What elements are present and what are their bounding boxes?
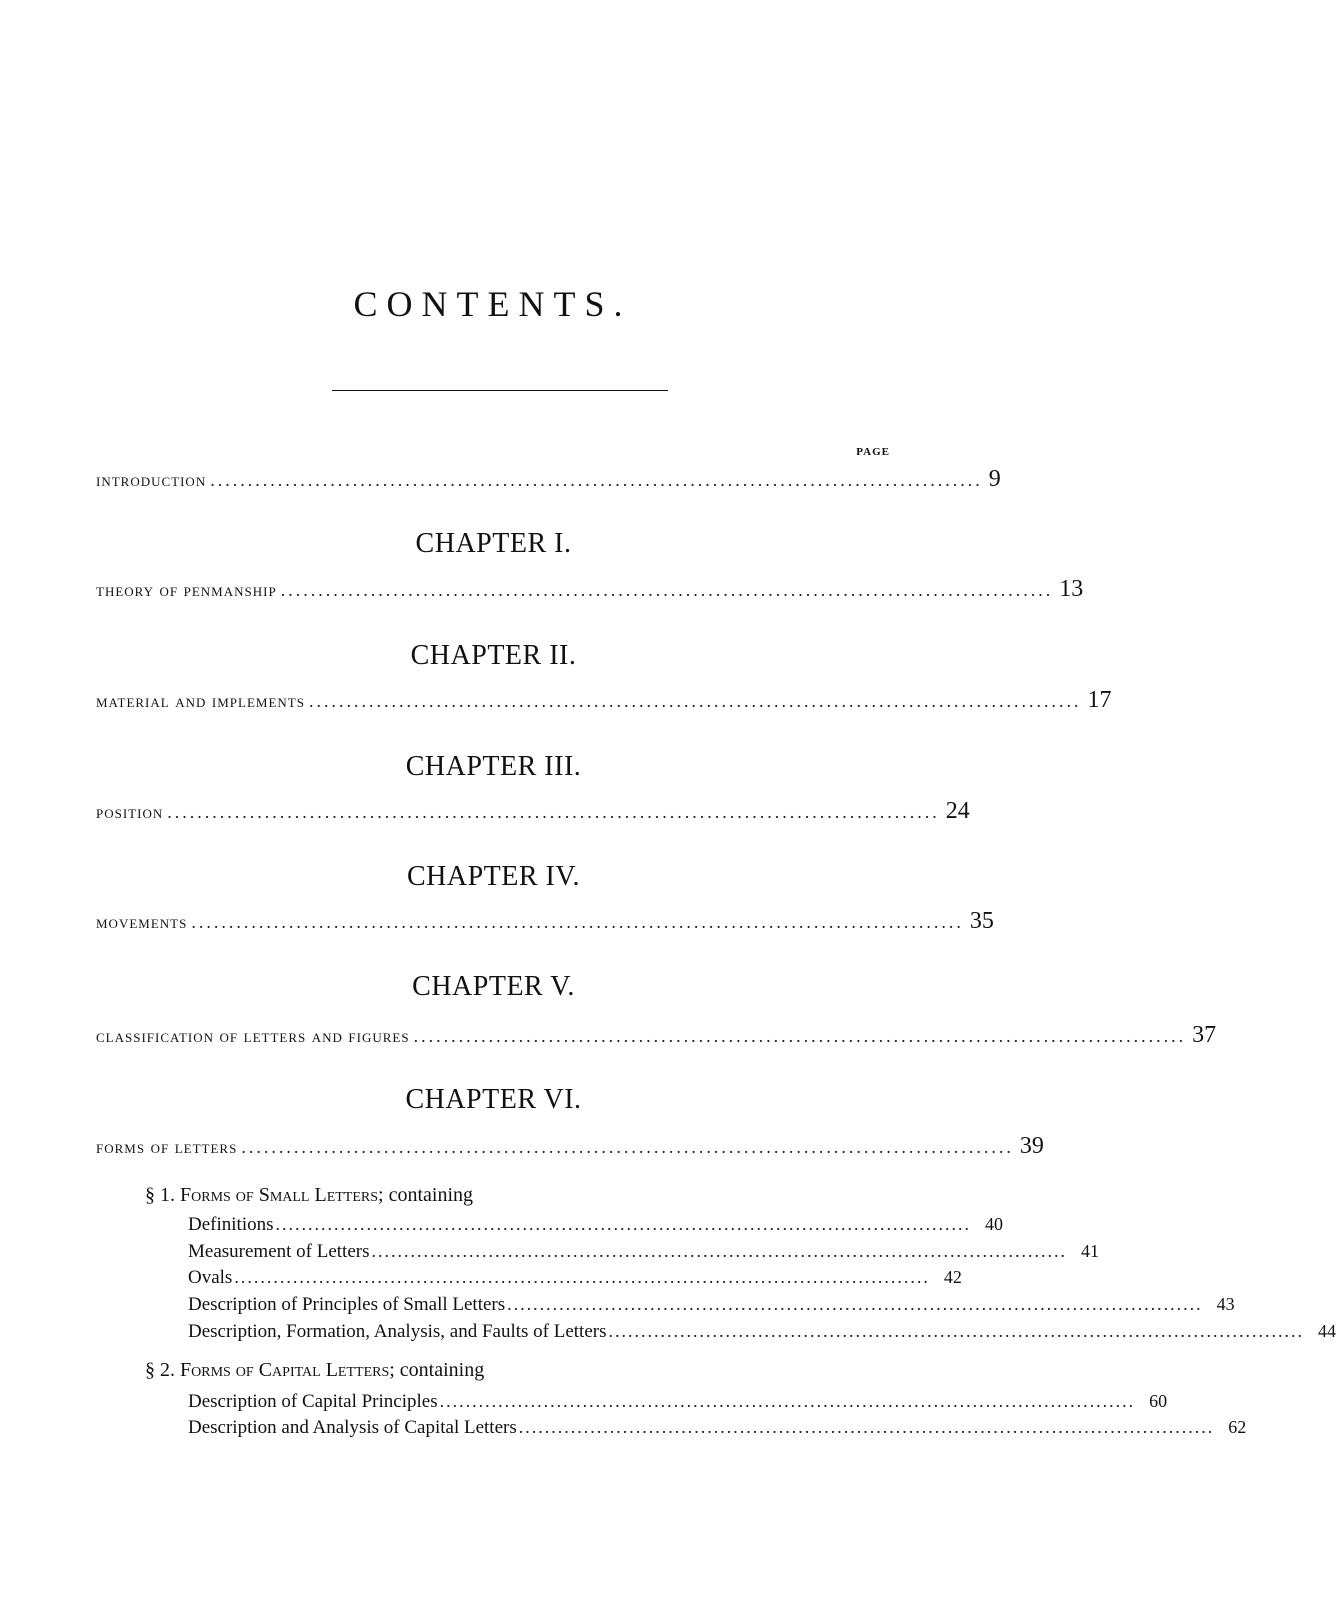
toc-entry-label: material and implements [96, 691, 305, 711]
section-suffix: ; containing [389, 1359, 485, 1381]
toc-subentry[interactable] [188, 1214, 1003, 1236]
section-title: Forms of Capital Letters [180, 1359, 390, 1381]
toc-subentry-page: 60 [1149, 1391, 1168, 1411]
toc-entry-label: introduction [96, 470, 207, 490]
chapter-heading-6: CHAPTER VI. [405, 1084, 582, 1115]
toc-subentry-label: Description, Formation, Analysis, and Faults of Letters [188, 1321, 607, 1342]
toc-subentry-label: Description of Capital Principles [188, 1391, 438, 1412]
section-title: Forms of Small Letters [180, 1184, 379, 1206]
section-heading-1 [145, 1184, 473, 1207]
dot-leader: ....................................................................................................... [191, 912, 964, 932]
section-suffix: ; containing [378, 1184, 474, 1206]
toc-subentry[interactable] [188, 1267, 962, 1289]
toc-entry-classification[interactable] [96, 1022, 1217, 1049]
toc-entry-label: classification of letters and figures [96, 1026, 410, 1046]
page-column-label: PAGE [856, 446, 890, 458]
dot-leader: ........................................................................................................... [371, 1241, 1067, 1261]
dot-leader: ........................................................................................................... [275, 1214, 971, 1234]
toc-subentry-page: 41 [1080, 1241, 1099, 1261]
dot-leader: ....................................................................................................... [280, 580, 1054, 600]
dot-leader: ....................................................................................................... [167, 802, 940, 822]
toc-entry-page: 37 [1192, 1022, 1217, 1048]
chapter-heading-4: CHAPTER IV. [406, 861, 580, 892]
dot-leader: ........................................................................................................... [608, 1321, 1304, 1341]
toc-subentry-page: 42 [943, 1267, 962, 1287]
chapter-heading-2: CHAPTER II. [410, 640, 577, 671]
dot-leader: ........................................................................................................... [234, 1267, 930, 1287]
dot-leader: ........................................................................................................... [518, 1417, 1215, 1437]
toc-entry-forms-of-letters[interactable] [96, 1133, 1044, 1160]
chapter-heading-1: CHAPTER I. [415, 528, 572, 559]
toc-entry-label: theory of penmanship [96, 580, 277, 600]
dot-leader: ....................................................................................................... [241, 1137, 1014, 1157]
chapter-heading-3: CHAPTER III. [405, 751, 582, 782]
toc-entry-label: movements [96, 912, 188, 932]
toc-entry-page: 17 [1087, 687, 1112, 713]
dot-leader: ........................................................................................................... [507, 1294, 1203, 1314]
toc-subentry-label: Measurement of Letters [188, 1241, 370, 1262]
toc-entry-page: 24 [945, 798, 970, 824]
toc-entry-movements[interactable] [96, 908, 994, 935]
dot-leader: ....................................................................................................... [413, 1026, 1187, 1046]
toc-subentry-page: 62 [1228, 1417, 1247, 1437]
section-number: § 2. [145, 1359, 175, 1381]
dot-leader: ....................................................................................................... [210, 470, 983, 490]
toc-entry-page: 39 [1019, 1133, 1044, 1159]
page-title: CONTENTS. [353, 284, 632, 324]
toc-entry-page: 35 [969, 908, 994, 934]
toc-entry-material-and-implements[interactable] [96, 687, 1112, 714]
title-rule [332, 390, 668, 391]
toc-subentry-label: Description of Principles of Small Letters [188, 1294, 506, 1315]
toc-subentry-page: 43 [1216, 1294, 1235, 1314]
toc-entry-label: forms of letters [96, 1137, 238, 1157]
toc-entry-page: 9 [988, 466, 1001, 492]
toc-subentry[interactable] [188, 1241, 1099, 1263]
section-number: § 1. [145, 1184, 175, 1206]
toc-entry-label: position [96, 802, 164, 822]
toc-subentry[interactable] [188, 1321, 1336, 1343]
toc-subentry[interactable] [188, 1417, 1247, 1439]
toc-subentry-page: 44 [1317, 1321, 1336, 1341]
chapter-heading-5: CHAPTER V. [412, 971, 575, 1002]
toc-entry-position[interactable] [96, 798, 970, 825]
toc-entry-page: 13 [1059, 576, 1084, 602]
toc-subentry-label: Description and Analysis of Capital Letters [188, 1417, 517, 1438]
toc-entry-introduction[interactable] [96, 466, 1001, 493]
toc-subentry-label: Definitions [188, 1214, 274, 1235]
toc-subentry-page: 40 [985, 1214, 1003, 1234]
dot-leader: ....................................................................................................... [308, 691, 1082, 711]
toc-subentry-label: Ovals [188, 1267, 233, 1288]
dot-leader: ........................................................................................................... [439, 1391, 1136, 1411]
toc-subentry[interactable] [188, 1294, 1235, 1316]
toc-entry-theory-of-penmanship[interactable] [96, 576, 1084, 603]
section-heading-2 [145, 1359, 484, 1382]
toc-subentry[interactable] [188, 1391, 1168, 1413]
